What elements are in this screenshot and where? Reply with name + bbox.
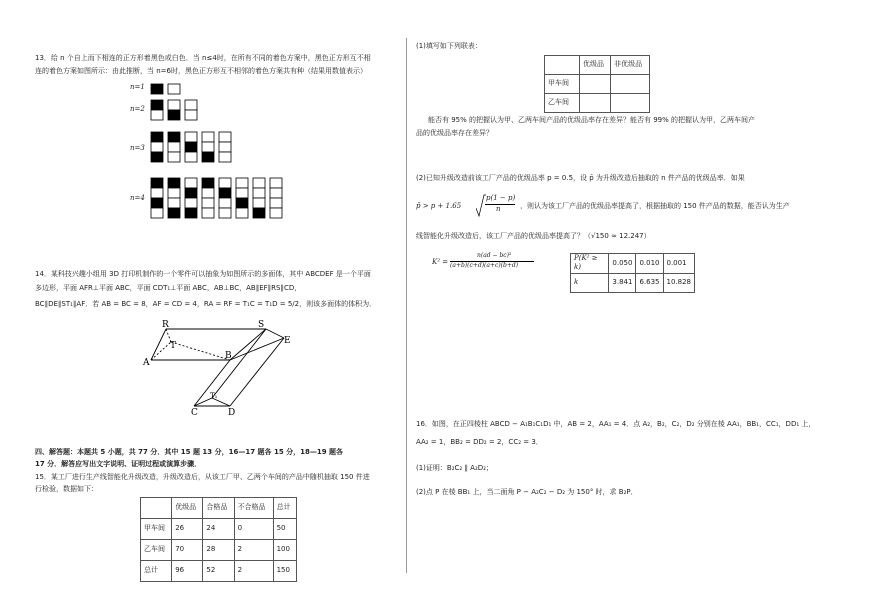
q15-inequality: p̄ > p + 1.65 — [416, 202, 462, 210]
label-R: R — [162, 320, 169, 330]
table-row — [571, 254, 695, 274]
q15-part2-l3: 线智能化升级改造后，该工厂产品的优级品率提高了？（√150 ≈ 12.247） — [416, 232, 651, 240]
table-row — [545, 75, 650, 94]
q15-line2: 行检验，数据如下： — [35, 485, 98, 493]
q16-line2: AA₂ = 1，BB₂ = DD₂ = 2，CC₂ = 3． — [416, 438, 543, 446]
label-T: T — [170, 341, 177, 351]
column-divider — [406, 38, 407, 573]
table-row — [141, 540, 297, 561]
q15-data-table — [140, 497, 297, 582]
table-row — [545, 94, 650, 113]
table-cell: k — [571, 273, 609, 292]
table-cell: 甲车间 — [545, 75, 580, 94]
label-C: C — [191, 408, 198, 418]
table-cell: P(K² ≥ k) — [571, 254, 609, 274]
label-B: B — [225, 351, 232, 361]
n2-label: n=2 — [130, 105, 145, 113]
section4-line1: 四、解答题：本题共 5 小题，共 77 分．其中 15 题 13 分，16—17 题各 15 分，18—19 题各 — [35, 448, 344, 456]
section4-line2: 17 分．解答应写出文字说明、证明过程或演算步骤． — [35, 460, 202, 468]
formula-denominator: (a+b)(c+d)(a+c)(b+d) — [450, 262, 519, 269]
frac-numerator: p(1 − p) — [486, 194, 516, 202]
q15-contingency-table — [544, 55, 650, 113]
table-cell: 100 — [273, 540, 296, 561]
table-cell: 乙车间 — [141, 540, 172, 561]
table-header-row — [545, 56, 650, 75]
table-cell: 0.001 — [663, 254, 695, 274]
table-cell: 0.050 — [609, 254, 636, 274]
q15-part2-l2 — [416, 194, 856, 220]
q14-line2: 多边形，平面 AFR⊥平面 ABC，平面 CDT₁⊥平面 ABC，AB⊥BC，AB∥EF∥RS∥CD， — [35, 284, 302, 292]
q15-part2-l1: (2)已知升级改造前该工厂产品的优级品率 p = 0.5，设 p̄ 为升级改造后抽取的 n 件产品的优级品率．如果 — [416, 174, 745, 182]
table-cell: 乙车间 — [545, 94, 580, 113]
q16-line1: 16．如图，在正四棱柱 ABCD − A₁B₁C₁D₁ 中，AB = 2，AA₁ = 4．点 A₂，B₂，C₂，D₂ 分别在棱 AA₁，BB₁，CC₁，DD₁ 上， — [416, 420, 816, 428]
table-cell: 96 — [172, 561, 203, 582]
q14-line1: 14．某科技兴趣小组用 3D 打印机制作的一个零件可以抽象为如图所示的多面体，其中 ABCDEF 是一个平面 — [35, 270, 371, 278]
sqrt-sign — [476, 194, 484, 218]
label-E: E — [284, 336, 291, 346]
table-row — [141, 519, 297, 540]
q15-part1-question-l1: 能否有 95% 的把握认为甲、乙两车间产品的优级品率存在差异？能否有 99% 的把握认为甲，乙两车间产 — [428, 116, 756, 124]
table-cell: 3.841 — [609, 273, 636, 292]
table-cell — [580, 75, 611, 94]
label-T1: T₁ — [210, 392, 218, 400]
n1-label: n=1 — [130, 83, 145, 91]
polyhedron-figure — [140, 318, 310, 418]
q13-line2: 连的着色方案如图所示：由此推断，当 n=6时，黑色正方形互不相邻的着色方案共有种（结果用数值表示） — [35, 67, 367, 75]
table-cell: 28 — [203, 540, 234, 561]
q13-coloring-figure — [130, 82, 330, 232]
q15-part1-question-l2: 品的优级品率存在差异？ — [416, 129, 493, 137]
table-cell: 26 — [172, 519, 203, 540]
critical-value-table — [570, 253, 695, 293]
k-squared-formula — [432, 252, 552, 276]
table-header-row — [141, 498, 297, 519]
table-cell: 优级品 — [580, 56, 611, 75]
table-cell: 优级品 — [172, 498, 203, 519]
table-cell — [580, 94, 611, 113]
q14-line3: BC∥DE∥ST₁∥AF．若 AB = BC = 8，AF = CD = 4，RA = RF = T₁C = T₁D = 5/2，则该多面体的体积为． — [35, 300, 377, 308]
table-cell: 0.010 — [636, 254, 663, 274]
q15-line1: 15．某工厂进行生产线智能化升级改造，升级改造后，从该工厂甲、乙两个车间的产品中随机抽取 150 件进 — [35, 473, 370, 481]
table-cell: 6.635 — [636, 273, 663, 292]
table-cell: 总计 — [273, 498, 296, 519]
table-cell: 0 — [234, 519, 273, 540]
q13-line1: 13．给 n 个自上而下相连的正方形着黑色或白色．当 n≤4时，在所有不同的着色方案中，黑色正方形互不相 — [35, 54, 371, 62]
table-cell: 2 — [234, 561, 273, 582]
label-D: D — [228, 408, 236, 418]
table-row — [571, 273, 695, 292]
q16-part1: (1)证明：B₂C₂ ∥ A₂D₂； — [416, 464, 493, 472]
square-columns — [130, 82, 330, 232]
table-cell: 150 — [273, 561, 296, 582]
table-cell: 非优级品 — [611, 56, 650, 75]
label-S: S — [258, 320, 265, 330]
table-cell — [611, 75, 650, 94]
table-cell: 52 — [203, 561, 234, 582]
q15-part1-title: (1)填写如下列联表： — [416, 42, 482, 50]
formula-lhs: K² = — [432, 258, 449, 266]
frac-denominator: n — [496, 205, 501, 213]
n4-label: n=4 — [130, 194, 145, 202]
table-cell — [141, 498, 172, 519]
table-cell: 50 — [273, 519, 296, 540]
table-cell: 70 — [172, 540, 203, 561]
formula-numerator: n(ad − bc)² — [477, 252, 512, 259]
table-cell: 不合格品 — [234, 498, 273, 519]
n3-label: n=3 — [130, 144, 145, 152]
table-cell — [545, 56, 580, 75]
q16-part2: (2)点 P 在棱 BB₁ 上，当二面角 P − A₂C₂ − D₂ 为 150° 时，求 B₂P． — [416, 488, 638, 496]
table-cell: 10.828 — [663, 273, 695, 292]
label-A: A — [143, 358, 150, 368]
table-cell: 甲车间 — [141, 519, 172, 540]
table-cell: 合格品 — [203, 498, 234, 519]
table-cell: 总计 — [141, 561, 172, 582]
table-cell: 24 — [203, 519, 234, 540]
q15-part2-l2-rest: ，则认为该工厂产品的优级品率提高了，根据抽取的 150 件产品的数据，能否认为生产 — [520, 202, 790, 210]
table-cell — [611, 94, 650, 113]
table-row — [141, 561, 297, 582]
table-cell: 2 — [234, 540, 273, 561]
